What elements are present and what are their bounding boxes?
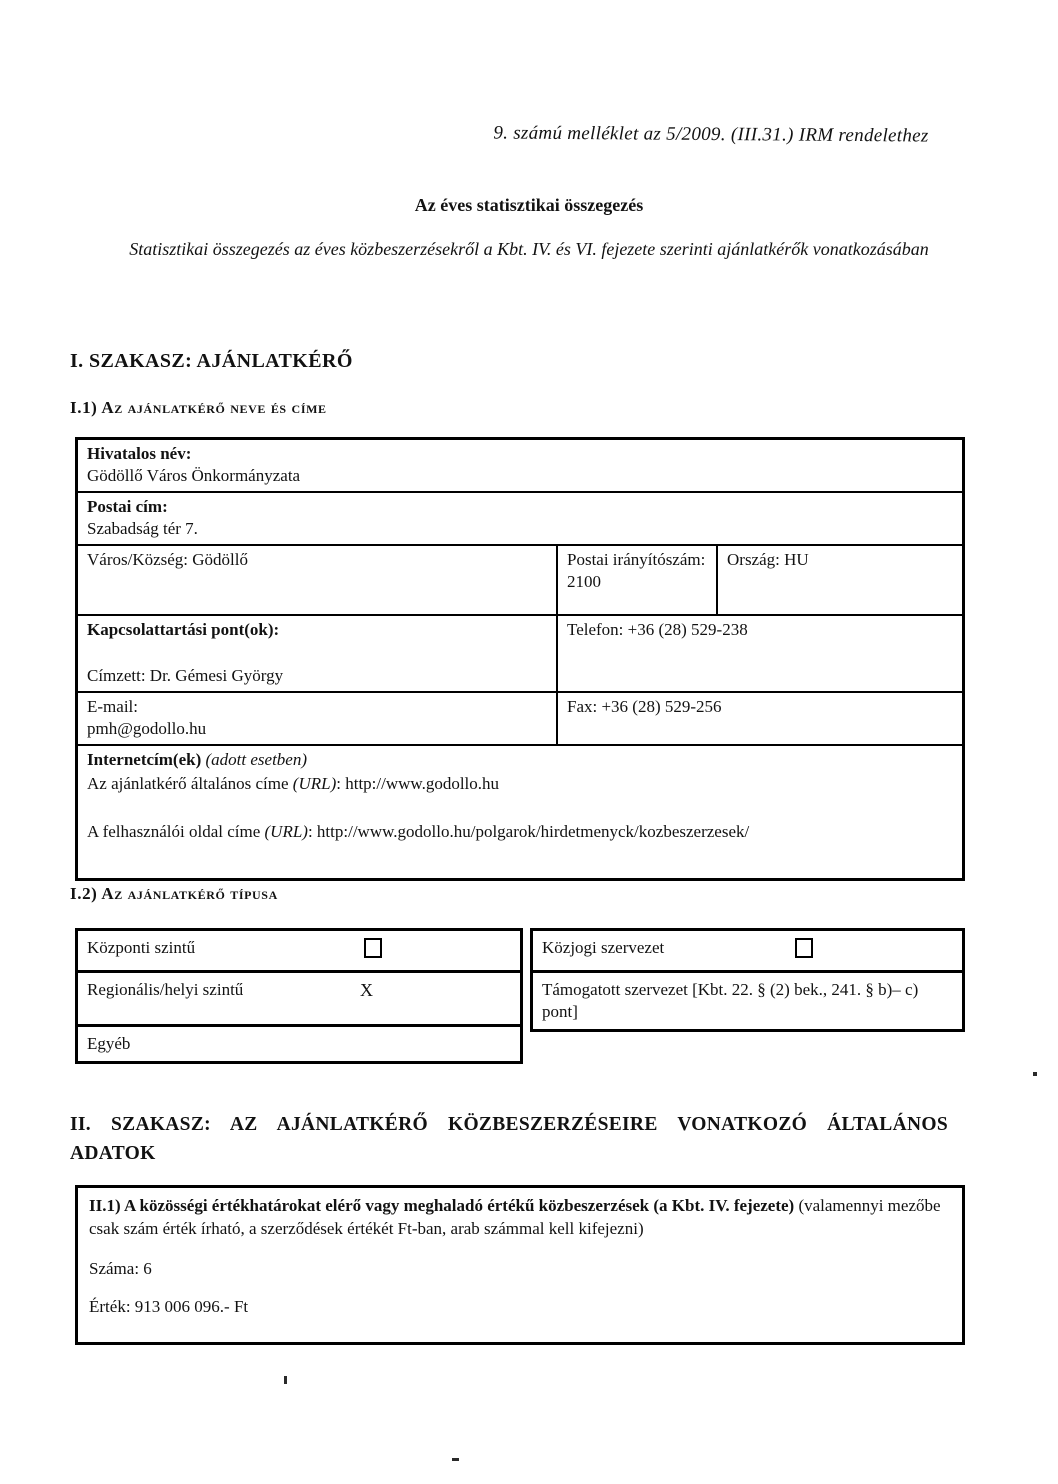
section1-heading: I. SZAKASZ: AJÁNLATKÉRŐ (70, 350, 353, 372)
table-row (78, 693, 962, 746)
city-cell: Város/Község: Gödöllő (87, 549, 249, 569)
section2-heading: II. SZAKASZ: AZ AJÁNLATKÉRŐ KÖZBESZERZÉSEIRE VONATKOZÓ ÁLTALÁNOS ADATOK (70, 1114, 948, 1165)
contact-person-value: Címzett: Dr. Gémesi György (87, 666, 284, 686)
regulation-annotation: 9. számú melléklet az 5/2009. (III.31.) IRM rendelethez (493, 122, 929, 147)
procurement-count: Száma: 6 (89, 1258, 152, 1278)
box21-title: II.1) A közösségi értékhatárokat elérő vagy meghaladó értékű közbeszerzések (a Kbt. IV. fejezete) (89, 1196, 795, 1215)
regional-level-mark: X (360, 980, 373, 1000)
table-row (78, 440, 962, 493)
table-row (78, 546, 962, 616)
user-url-label: A felhasználói oldal címe (87, 822, 261, 842)
community-threshold-box (75, 1185, 965, 1345)
user-url-value: : http://www.godollo.hu/polgarok/hirdetmenyck/kozbeszerzesek/ (307, 822, 750, 842)
email-value: pmh@godollo.hu (87, 719, 207, 739)
scan-artifact (452, 1458, 459, 1461)
url-marker: (URL) (264, 822, 308, 842)
official-name-value: Gödöllő Város Önkormányzata (87, 466, 301, 486)
section1-1-heading: I.1) Az ajánlatkérő neve és címe (70, 398, 327, 417)
table-row (78, 746, 962, 878)
zip-label: Postai irányítószám: (567, 549, 706, 569)
fax-cell: Fax: +36 (28) 529-256 (556, 693, 962, 744)
internet-heading: Internetcím(ek) (87, 749, 202, 769)
type-row-public-body (533, 931, 962, 973)
authority-type-table-right (530, 928, 965, 1032)
general-url-value: : http://www.godollo.hu (336, 773, 500, 793)
document-subtitle: Statisztikai összegezés az éves közbeszerzésekről a Kbt. IV. és VI. fejezete szerinti ajánlatkérők vonatkozásában (129, 239, 929, 259)
phone-cell: Telefon: +36 (28) 529-238 (556, 616, 962, 691)
contracting-authority-table (75, 437, 965, 881)
public-body-checkbox[interactable] (795, 938, 813, 958)
type-row-regional (78, 973, 520, 1027)
general-url-label: Az ajánlatkérő általános címe (87, 773, 289, 793)
authority-type-table-left (75, 928, 523, 1064)
official-name-label: Hivatalos név: (87, 444, 192, 463)
internet-note: (adott esetben) (205, 749, 307, 769)
supported-org-label: Támogatott szervezet [Kbt. 22. § (2) bek., 241. § b)– c) pont] (542, 980, 919, 1022)
type-row-central (78, 931, 520, 973)
zip-value: 2100 (567, 572, 601, 592)
type-row-supported-org (533, 973, 962, 1029)
public-body-label: Közjogi szervezet (542, 938, 665, 957)
country-cell: Ország: HU (716, 546, 962, 614)
postal-address-label: Postai cím: (87, 496, 168, 516)
central-level-checkbox[interactable] (364, 938, 382, 958)
central-level-label: Központi szintű (87, 938, 196, 957)
procurement-value: Érték: 913 006 096.- Ft (89, 1296, 249, 1316)
scan-artifact (1033, 1072, 1037, 1076)
section1-2-heading: I.2) Az ajánlatkérő típusa (70, 884, 278, 903)
table-row (78, 493, 962, 546)
scan-artifact (284, 1376, 287, 1384)
regional-level-label: Regionális/helyi szintű (87, 980, 244, 999)
url-marker: (URL) (292, 773, 337, 793)
postal-address-value: Szabadság tér 7. (87, 519, 198, 539)
contact-points-label: Kapcsolattartási pont(ok): (87, 619, 280, 639)
table-row (78, 616, 962, 693)
document-title: Az éves statisztikai összegezés (414, 195, 644, 215)
type-row-other (78, 1027, 520, 1061)
email-label: E-mail: (87, 696, 138, 716)
box21-note: (valamennyi mezőbe csak szám érték írható, a szerződések értékét Ft-ban, arab számmal kell kifejezni) (89, 1196, 941, 1238)
other-label: Egyéb (87, 1034, 131, 1053)
